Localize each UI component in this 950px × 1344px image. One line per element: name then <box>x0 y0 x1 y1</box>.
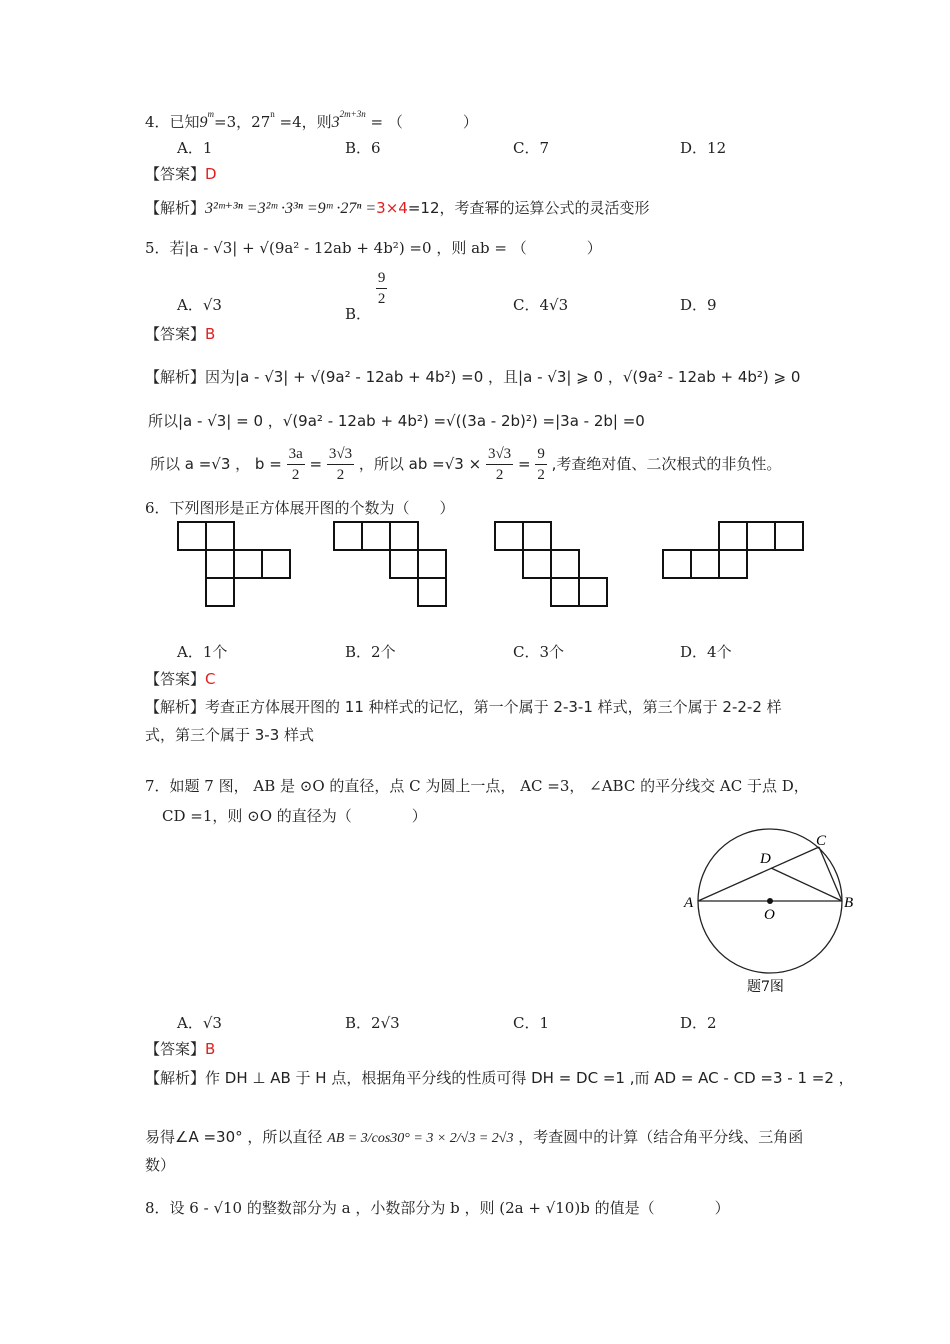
q5-option-c: C．4√3 <box>513 296 569 314</box>
svg-text:C: C <box>816 833 827 849</box>
q5-analysis-line1: 【解析】因为|a - √3| + √(9a² - 12ab + 4b²) =0 ，且|a - √3| ⩾ 0 ，√(9a² - 12ab + 4b²) ⩾ 0 <box>145 368 801 386</box>
q7-answer: 【答案】B <box>145 1040 216 1058</box>
q5-option-d: D．9 <box>680 296 717 314</box>
q4-option-b: B．6 <box>345 139 381 157</box>
q6-option-b: B．2个 <box>345 643 396 661</box>
q7-option-b: B．2√3 <box>345 1014 400 1032</box>
q7-analysis-line2: 易得∠A =30° ，所以直径 AB = 3/cos30° = 3 × 2/√3 = 2√3 ，考查圆中的计算（结合角平分线、三角函 <box>145 1128 804 1146</box>
q6-analysis-line2: 式，第三个属于 3-3 样式 <box>145 726 315 744</box>
q5-answer: 【答案】B <box>145 325 216 343</box>
q7-option-a: A．√3 <box>177 1014 222 1032</box>
svg-text:O: O <box>764 907 775 923</box>
q4-option-d: D．12 <box>680 139 727 157</box>
q4-analysis: 【解析】3²ᵐ⁺³ⁿ =3²ᵐ ·3³ⁿ =9ᵐ ·27ⁿ =3×4=12，考查幂的运算公式的灵活变形 <box>145 199 650 217</box>
q7-analysis-line3: 数） <box>145 1156 176 1174</box>
q6-option-a: A．1个 <box>177 643 228 661</box>
svg-text:A: A <box>684 895 694 911</box>
q7-option-d: D．2 <box>680 1014 717 1032</box>
q5-analysis-line2: 所以|a - √3| = 0 ，√(9a² - 12ab + 4b²) =√((3a - 2b)²) =|3a - 2b| =0 <box>148 412 645 430</box>
q7-stem-line2: CD =1，则 ⊙O 的直径为（ ） <box>162 807 427 825</box>
svg-text:题7图: 题7图 <box>747 979 784 995</box>
q4-option-c: C．7 <box>513 139 550 157</box>
q5-option-b-fraction: $\frac{9}{2}$ <box>377 270 386 307</box>
q6-option-d: D．4个 <box>680 643 732 661</box>
q4-stem: 4．已知$9^m=3$，27$^n$ =4，则$3^{2m+3n}$ = （ ） <box>145 109 478 131</box>
q7-analysis-line1: 【解析】作 DH ⊥ AB 于 H 点，根据角平分线的性质可得 DH = DC =1 ,而 AD = AC - CD =3 - 1 =2 ， <box>145 1069 854 1087</box>
q7-figure <box>676 825 866 1005</box>
q6-option-c: C．3个 <box>513 643 565 661</box>
svg-text:B: B <box>844 895 854 911</box>
q7-stem-line1: 7．如题 7 图， AB 是 ⊙O 的直径，点 C 为圆上一点， AC =3， ∠ABC 的平分线交 AC 于点 D， <box>145 777 809 795</box>
q6-stem: 6．下列图形是正方体展开图的个数为（ ） <box>145 499 455 517</box>
q6-analysis-line1: 【解析】考查正方体展开图的 11 种样式的记忆，第一个属于 2-3-1 样式，第三个属于 2-2-2 样 <box>145 698 782 716</box>
q7-option-c: C．1 <box>513 1014 550 1032</box>
q5-stem: 5．若|a - √3| + √(9a² - 12ab + 4b²) =0 ，则 ab = （ ） <box>145 239 602 257</box>
q4-option-a: A．1 <box>177 139 213 157</box>
q4-answer: 【答案】D <box>145 165 217 183</box>
q5-option-a: A．√3 <box>177 296 222 314</box>
svg-text:D: D <box>760 851 771 867</box>
q8-stem: 8．设 6 - √10 的整数部分为 a ，小数部分为 b ，则 (2a + √10)b 的值是（ ） <box>145 1199 730 1217</box>
q5-option-b: B． $\frac{9}{2}$ <box>345 270 386 323</box>
q6-answer: 【答案】C <box>145 670 216 688</box>
q5-analysis-line3: 所以 a =√3 ， b = $\frac{3a}{2}$ = $\frac{3√3}{2}$ ，所以 ab =√3 × $\frac{3√3}{2}$ = $\frac{9}{2}$ ,考查绝对值、二次根式的非负性。 <box>150 446 782 483</box>
